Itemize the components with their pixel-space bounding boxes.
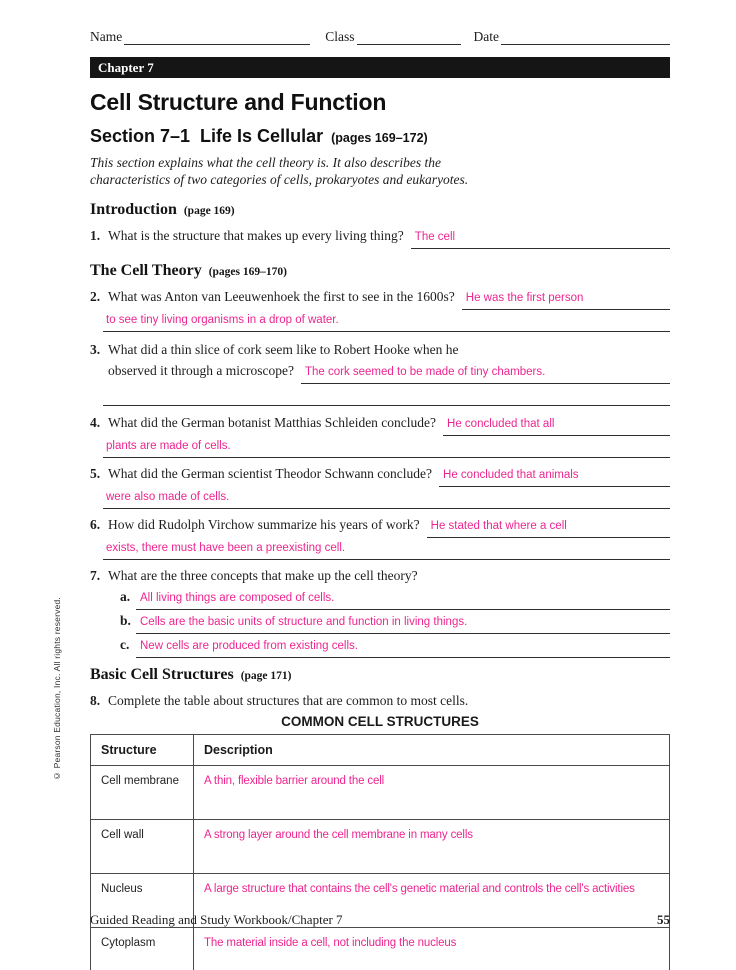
question-7-item-b-answer: Cells are the basic units of structure and function in living things.	[136, 611, 670, 634]
description-cell: The material inside a cell, not including the nucleus	[194, 928, 670, 970]
name-label: Name	[90, 29, 123, 44]
question-4	[90, 412, 670, 458]
cell-theory-pages-note: (pages 169–170)	[208, 266, 287, 278]
section-title: Life Is Cellular	[200, 126, 324, 146]
page-footer	[90, 912, 670, 928]
question-5-text: What did the German scientist Theodor Schwann conclude?	[108, 466, 433, 481]
class-label: Class	[325, 29, 355, 44]
question-5-answer-line1: He concluded that animals	[439, 465, 670, 487]
structure-cell: Cell membrane	[91, 766, 194, 820]
description-cell: A strong layer around the cell membrane in many cells	[194, 820, 670, 874]
question-7-text: What are the three concepts that make up the cell theory?	[108, 568, 418, 583]
section-heading	[90, 125, 670, 149]
cell-theory-heading-label: The Cell Theory	[90, 262, 202, 279]
question-3-blank-line	[103, 384, 670, 406]
question-7	[90, 565, 670, 658]
section-pages-note: (pages 169–172)	[331, 131, 428, 145]
section-summary-line1: This section explains what the cell theory is. It also describes the	[90, 155, 441, 170]
chapter-banner	[90, 57, 670, 78]
question-7-item-a-label: a.	[120, 589, 131, 604]
question-5-number: 5.	[90, 466, 101, 481]
question-4-answer-line2: plants are made of cells.	[103, 436, 670, 458]
question-8-number: 8.	[90, 693, 101, 708]
table-row	[91, 820, 670, 874]
question-8-text: Complete the table about structures that are common to most cells.	[108, 693, 469, 708]
basic-structures-pages-note: (page 171)	[240, 670, 292, 682]
question-6-text: How did Rudolph Virchow summarize his years of work?	[108, 517, 420, 532]
question-6-number: 6.	[90, 517, 101, 532]
question-4-answer-line1: He concluded that all	[443, 414, 670, 436]
basic-structures-heading	[90, 666, 670, 685]
cell-theory-heading	[90, 262, 670, 281]
question-5	[90, 463, 670, 509]
question-3-number: 3.	[90, 342, 101, 357]
question-1-number: 1.	[90, 228, 101, 243]
structure-cell: Nucleus	[91, 874, 194, 928]
date-label: Date	[473, 29, 499, 44]
question-2-answer-line2: to see tiny living organisms in a drop of water.	[103, 310, 670, 332]
question-3-text-line2: observed it through a microscope?	[108, 363, 294, 378]
class-blank	[357, 29, 461, 45]
table-row	[91, 766, 670, 820]
question-5-answer-line2: were also made of cells.	[103, 487, 670, 509]
question-6-answer-line1: He stated that where a cell	[427, 516, 670, 538]
question-3-answer: The cork seemed to be made of tiny chambers.	[301, 362, 670, 384]
introduction-heading	[90, 201, 670, 220]
basic-structures-heading-label: Basic Cell Structures	[90, 666, 234, 683]
page-content	[90, 28, 670, 970]
section-summary-line2: characteristics of two categories of cells, prokaryotes and eukaryotes.	[90, 172, 469, 187]
introduction-heading-label: Introduction	[90, 201, 177, 218]
question-2-text: What was Anton van Leeuwenhoek the first to see in the 1600s?	[108, 289, 455, 304]
copyright-notice: © Pearson Education, Inc. All rights reserved.	[52, 597, 62, 782]
question-7-item-b-label: b.	[120, 613, 131, 628]
question-7-item-c	[120, 634, 670, 658]
section-summary	[90, 154, 670, 188]
question-2-number: 2.	[90, 289, 101, 304]
chapter-banner-label: Chapter 7	[98, 60, 154, 75]
question-6-answer-line2: exists, there must have been a preexisting cell.	[103, 538, 670, 560]
structure-cell: Cell wall	[91, 820, 194, 874]
question-6	[90, 514, 670, 560]
question-1-text: What is the structure that makes up every living thing?	[108, 228, 404, 243]
question-7-item-b	[120, 610, 670, 634]
question-2-answer-line1: He was the first person	[462, 288, 670, 310]
footer-workbook-label: Guided Reading and Study Workbook/Chapter 7	[90, 912, 343, 927]
question-1-answer: The cell	[411, 227, 670, 249]
date-blank	[501, 29, 670, 45]
question-7-item-a	[120, 586, 670, 610]
page-title: Cell Structure and Function	[90, 89, 387, 115]
structure-cell: Cytoplasm	[91, 928, 194, 970]
question-7-item-c-label: c.	[120, 637, 130, 652]
question-7-item-a-answer: All living things are composed of cells.	[136, 587, 670, 610]
common-cell-structures-table	[90, 734, 670, 970]
section-number: Section 7–1	[90, 126, 191, 146]
introduction-pages-note: (page 169)	[183, 205, 235, 217]
name-class-date-row	[90, 28, 670, 45]
question-2	[90, 286, 670, 332]
table-header-row	[91, 735, 670, 766]
page-number: 55	[657, 912, 670, 927]
name-blank	[124, 29, 310, 45]
question-4-number: 4.	[90, 415, 101, 430]
question-7-item-c-answer: New cells are produced from existing cells.	[136, 635, 670, 658]
description-cell: A thin, flexible barrier around the cell	[194, 766, 670, 820]
question-8	[90, 690, 670, 711]
question-3	[90, 339, 670, 406]
question-7-number: 7.	[90, 568, 101, 583]
table-title: COMMON CELL STRUCTURES	[281, 714, 479, 729]
table-row	[91, 928, 670, 970]
question-1	[90, 225, 670, 249]
question-4-text: What did the German botanist Matthias Schleiden conclude?	[108, 415, 437, 430]
table-header-structure: Structure	[91, 735, 194, 766]
description-cell: A large structure that contains the cell's genetic material and controls the cell's activities	[194, 874, 670, 928]
table-header-description: Description	[194, 735, 670, 766]
question-3-text-line1: What did a thin slice of cork seem like to Robert Hooke when he	[108, 342, 459, 357]
